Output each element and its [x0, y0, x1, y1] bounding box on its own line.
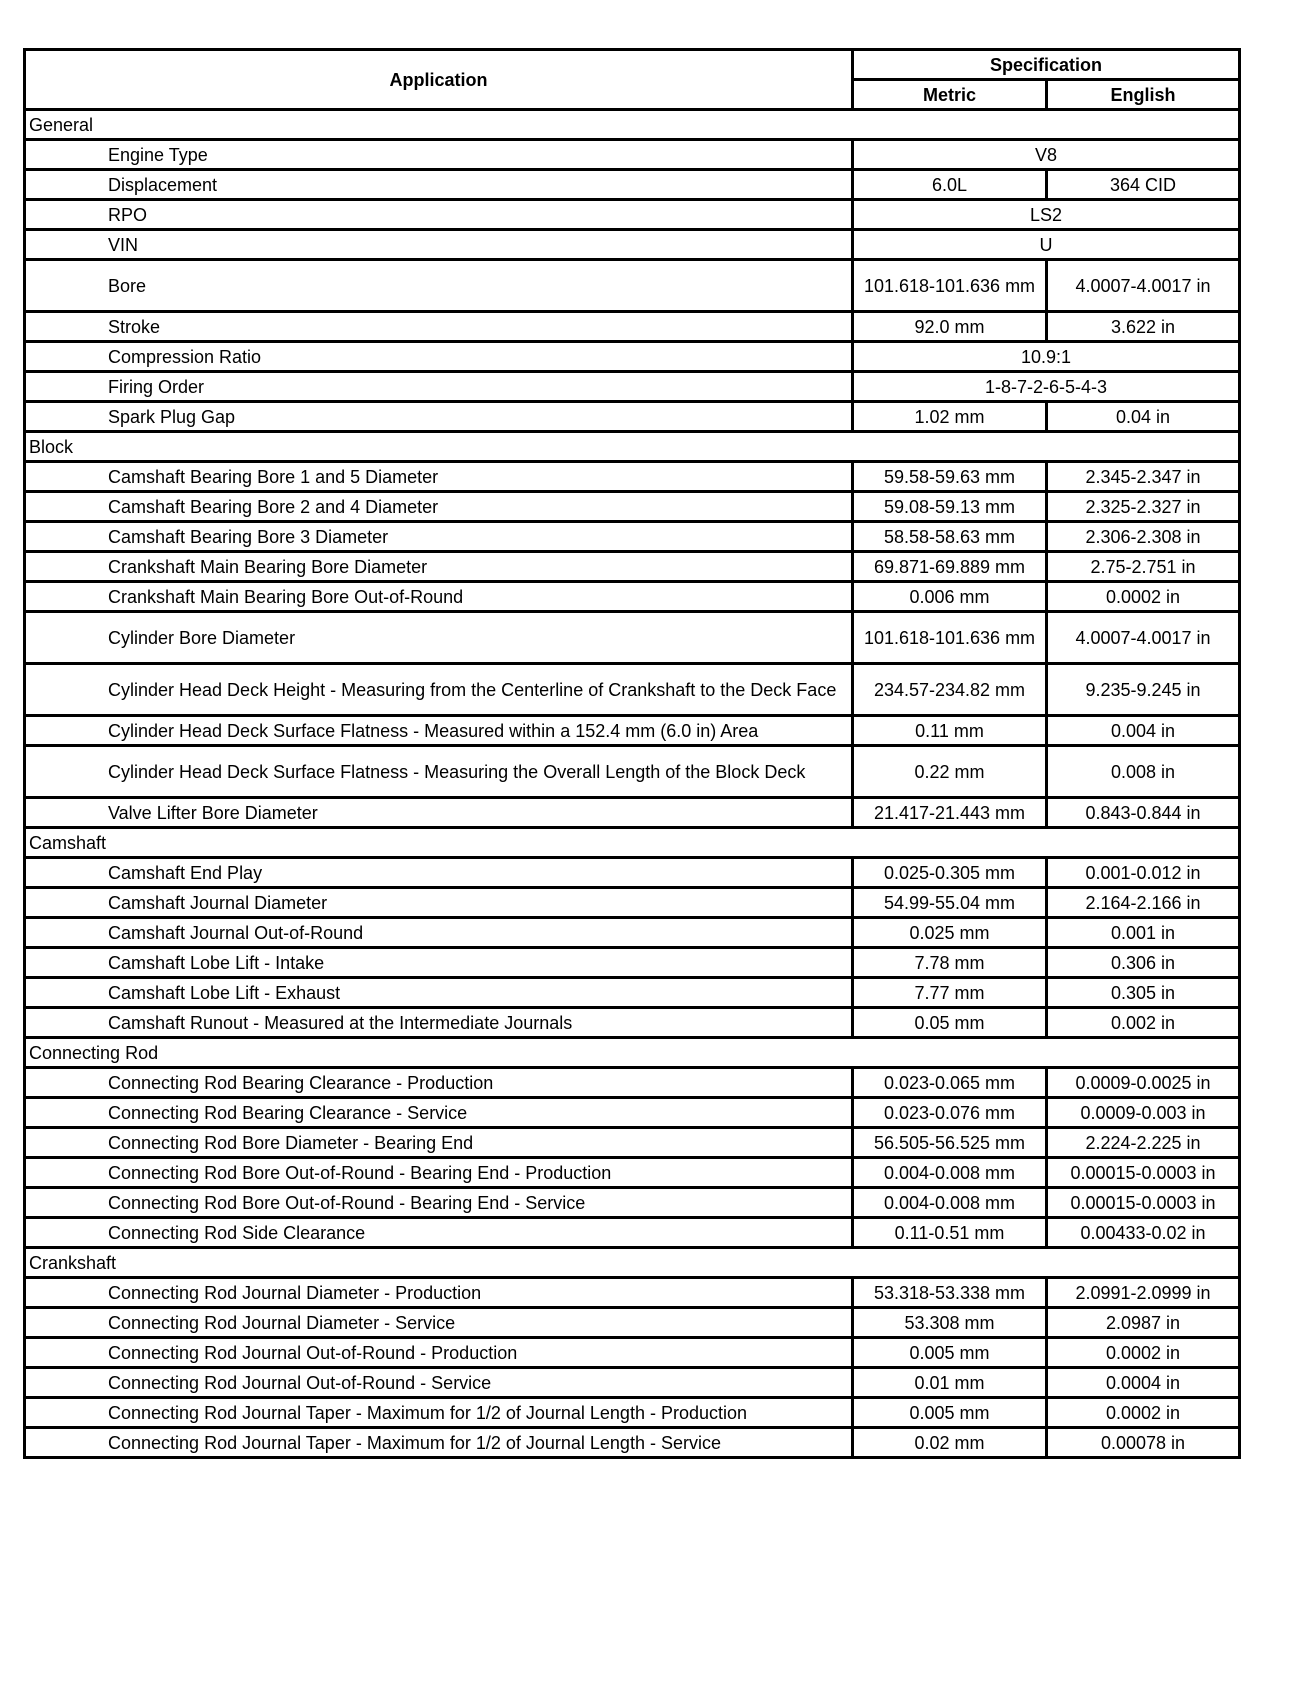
section-title: Connecting Rod [25, 1038, 1240, 1068]
section-row [25, 1248, 1240, 1278]
table-row [25, 978, 1240, 1008]
application-cell: Camshaft Bearing Bore 3 Diameter [25, 522, 853, 552]
table-row [25, 746, 1240, 798]
metric-value-cell: 6.0L [853, 170, 1047, 200]
application-cell: Connecting Rod Bearing Clearance - Production [25, 1068, 853, 1098]
application-cell: Stroke [25, 312, 853, 342]
english-value-cell: 2.0987 in [1047, 1308, 1240, 1338]
english-value-cell: 2.75-2.751 in [1047, 552, 1240, 582]
english-value-cell: 2.224-2.225 in [1047, 1128, 1240, 1158]
application-cell: Crankshaft Main Bearing Bore Out-of-Round [25, 582, 853, 612]
application-cell: Connecting Rod Side Clearance [25, 1218, 853, 1248]
english-value-cell: 0.008 in [1047, 746, 1240, 798]
metric-value-cell: 0.11 mm [853, 716, 1047, 746]
metric-value-cell: 7.77 mm [853, 978, 1047, 1008]
table-row [25, 342, 1240, 372]
application-cell: Cylinder Head Deck Surface Flatness - Measuring the Overall Length of the Block Deck [25, 746, 853, 798]
table-row [25, 918, 1240, 948]
application-header: Application [25, 50, 853, 110]
application-cell: Camshaft Bearing Bore 2 and 4 Diameter [25, 492, 853, 522]
application-cell: Cylinder Head Deck Height - Measuring from the Centerline of Crankshaft to the Deck Face [25, 664, 853, 716]
table-row [25, 888, 1240, 918]
table-row [25, 716, 1240, 746]
metric-value-cell: 69.871-69.889 mm [853, 552, 1047, 582]
table-row [25, 1158, 1240, 1188]
specification-table [23, 48, 1241, 1459]
metric-value-cell: 58.58-58.63 mm [853, 522, 1047, 552]
metric-value-cell: 53.318-53.338 mm [853, 1278, 1047, 1308]
section-title: Crankshaft [25, 1248, 1240, 1278]
table-row [25, 170, 1240, 200]
english-value-cell: 0.0009-0.0025 in [1047, 1068, 1240, 1098]
metric-value-cell: 0.006 mm [853, 582, 1047, 612]
application-cell: Connecting Rod Journal Out-of-Round - Service [25, 1368, 853, 1398]
application-cell: Cylinder Head Deck Surface Flatness - Measured within a 152.4 mm (6.0 in) Area [25, 716, 853, 746]
table-row [25, 492, 1240, 522]
english-value-cell: 0.305 in [1047, 978, 1240, 1008]
english-value-cell: 0.04 in [1047, 402, 1240, 432]
metric-value-cell: 0.023-0.076 mm [853, 1098, 1047, 1128]
section-row [25, 1038, 1240, 1068]
english-value-cell: 0.0002 in [1047, 1338, 1240, 1368]
table-row [25, 1188, 1240, 1218]
table-row [25, 372, 1240, 402]
metric-value-cell: 7.78 mm [853, 948, 1047, 978]
section-title: Camshaft [25, 828, 1240, 858]
table-row [25, 1308, 1240, 1338]
application-cell: Connecting Rod Journal Diameter - Service [25, 1308, 853, 1338]
metric-value-cell: 54.99-55.04 mm [853, 888, 1047, 918]
application-cell: Camshaft Lobe Lift - Intake [25, 948, 853, 978]
table-row [25, 402, 1240, 432]
metric-header: Metric [853, 80, 1047, 110]
metric-value-cell: 0.22 mm [853, 746, 1047, 798]
application-cell: Crankshaft Main Bearing Bore Diameter [25, 552, 853, 582]
english-value-cell: 2.164-2.166 in [1047, 888, 1240, 918]
english-value-cell: 0.00015-0.0003 in [1047, 1158, 1240, 1188]
metric-value-cell: 0.005 mm [853, 1338, 1047, 1368]
table-row [25, 1398, 1240, 1428]
metric-value-cell: 0.004-0.008 mm [853, 1188, 1047, 1218]
application-cell: RPO [25, 200, 853, 230]
application-cell: VIN [25, 230, 853, 260]
english-value-cell: 9.235-9.245 in [1047, 664, 1240, 716]
metric-value-cell: 0.025 mm [853, 918, 1047, 948]
application-cell: Bore [25, 260, 853, 312]
metric-value-cell: 0.11-0.51 mm [853, 1218, 1047, 1248]
english-value-cell: 4.0007-4.0017 in [1047, 612, 1240, 664]
metric-value-cell: 92.0 mm [853, 312, 1047, 342]
english-value-cell: 0.306 in [1047, 948, 1240, 978]
english-value-cell: 0.0009-0.003 in [1047, 1098, 1240, 1128]
application-cell: Firing Order [25, 372, 853, 402]
metric-value-cell: 56.505-56.525 mm [853, 1128, 1047, 1158]
application-cell: Connecting Rod Journal Diameter - Production [25, 1278, 853, 1308]
english-value-cell: 2.345-2.347 in [1047, 462, 1240, 492]
metric-value-cell: 53.308 mm [853, 1308, 1047, 1338]
metric-value-cell: 59.08-59.13 mm [853, 492, 1047, 522]
english-value-cell: 0.001 in [1047, 918, 1240, 948]
english-value-cell: 4.0007-4.0017 in [1047, 260, 1240, 312]
metric-value-cell: 0.004-0.008 mm [853, 1158, 1047, 1188]
table-row [25, 664, 1240, 716]
english-value-cell: 2.306-2.308 in [1047, 522, 1240, 552]
metric-value-cell: 0.05 mm [853, 1008, 1047, 1038]
table-row [25, 140, 1240, 170]
table-row [25, 1218, 1240, 1248]
application-cell: Compression Ratio [25, 342, 853, 372]
application-cell: Camshaft Runout - Measured at the Intermediate Journals [25, 1008, 853, 1038]
spec-value-cell: U [853, 230, 1240, 260]
metric-value-cell: 101.618-101.636 mm [853, 612, 1047, 664]
table-row [25, 1278, 1240, 1308]
section-title: General [25, 110, 1240, 140]
table-row [25, 1068, 1240, 1098]
metric-value-cell: 234.57-234.82 mm [853, 664, 1047, 716]
metric-value-cell: 59.58-59.63 mm [853, 462, 1047, 492]
table-row [25, 1338, 1240, 1368]
application-cell: Connecting Rod Journal Out-of-Round - Production [25, 1338, 853, 1368]
application-cell: Connecting Rod Journal Taper - Maximum for 1/2 of Journal Length - Service [25, 1428, 853, 1458]
spec-value-cell: LS2 [853, 200, 1240, 230]
metric-value-cell: 101.618-101.636 mm [853, 260, 1047, 312]
table-row [25, 1098, 1240, 1128]
specification-header: Specification [853, 50, 1240, 80]
section-row [25, 110, 1240, 140]
spec-value-cell: V8 [853, 140, 1240, 170]
table-row [25, 552, 1240, 582]
english-value-cell: 364 CID [1047, 170, 1240, 200]
spec-value-cell: 1-8-7-2-6-5-4-3 [853, 372, 1240, 402]
application-cell: Cylinder Bore Diameter [25, 612, 853, 664]
table-row [25, 582, 1240, 612]
english-value-cell: 0.00015-0.0003 in [1047, 1188, 1240, 1218]
english-value-cell: 0.001-0.012 in [1047, 858, 1240, 888]
application-cell: Valve Lifter Bore Diameter [25, 798, 853, 828]
metric-value-cell: 1.02 mm [853, 402, 1047, 432]
metric-value-cell: 0.02 mm [853, 1428, 1047, 1458]
english-value-cell: 2.0991-2.0999 in [1047, 1278, 1240, 1308]
table-row [25, 612, 1240, 664]
table-row [25, 260, 1240, 312]
table-row [25, 462, 1240, 492]
table-row [25, 522, 1240, 552]
english-value-cell: 0.0004 in [1047, 1368, 1240, 1398]
application-cell: Connecting Rod Journal Taper - Maximum for 1/2 of Journal Length - Production [25, 1398, 853, 1428]
application-cell: Camshaft Lobe Lift - Exhaust [25, 978, 853, 1008]
english-value-cell: 0.0002 in [1047, 582, 1240, 612]
english-value-cell: 0.843-0.844 in [1047, 798, 1240, 828]
application-cell: Engine Type [25, 140, 853, 170]
application-cell: Spark Plug Gap [25, 402, 853, 432]
spec-value-cell: 10.9:1 [853, 342, 1240, 372]
english-value-cell: 3.622 in [1047, 312, 1240, 342]
english-value-cell: 0.00078 in [1047, 1428, 1240, 1458]
application-cell: Displacement [25, 170, 853, 200]
application-cell: Camshaft Bearing Bore 1 and 5 Diameter [25, 462, 853, 492]
english-value-cell: 2.325-2.327 in [1047, 492, 1240, 522]
application-cell: Camshaft Journal Diameter [25, 888, 853, 918]
table-row [25, 798, 1240, 828]
application-cell: Connecting Rod Bore Diameter - Bearing End [25, 1128, 853, 1158]
english-value-cell: 0.00433-0.02 in [1047, 1218, 1240, 1248]
application-cell: Connecting Rod Bearing Clearance - Service [25, 1098, 853, 1128]
table-row [25, 948, 1240, 978]
table-row [25, 858, 1240, 888]
metric-value-cell: 0.023-0.065 mm [853, 1068, 1047, 1098]
table-row [25, 1008, 1240, 1038]
english-value-cell: 0.002 in [1047, 1008, 1240, 1038]
table-row [25, 200, 1240, 230]
english-header: English [1047, 80, 1240, 110]
section-row [25, 432, 1240, 462]
english-value-cell: 0.004 in [1047, 716, 1240, 746]
application-cell: Camshaft Journal Out-of-Round [25, 918, 853, 948]
application-cell: Connecting Rod Bore Out-of-Round - Bearing End - Production [25, 1158, 853, 1188]
table-row [25, 230, 1240, 260]
section-title: Block [25, 432, 1240, 462]
metric-value-cell: 0.01 mm [853, 1368, 1047, 1398]
table-row [25, 1368, 1240, 1398]
metric-value-cell: 0.005 mm [853, 1398, 1047, 1428]
table-row [25, 1128, 1240, 1158]
table-row [25, 1428, 1240, 1458]
metric-value-cell: 0.025-0.305 mm [853, 858, 1047, 888]
section-row [25, 828, 1240, 858]
table-row [25, 312, 1240, 342]
english-value-cell: 0.0002 in [1047, 1398, 1240, 1428]
application-cell: Camshaft End Play [25, 858, 853, 888]
metric-value-cell: 21.417-21.443 mm [853, 798, 1047, 828]
application-cell: Connecting Rod Bore Out-of-Round - Bearing End - Service [25, 1188, 853, 1218]
